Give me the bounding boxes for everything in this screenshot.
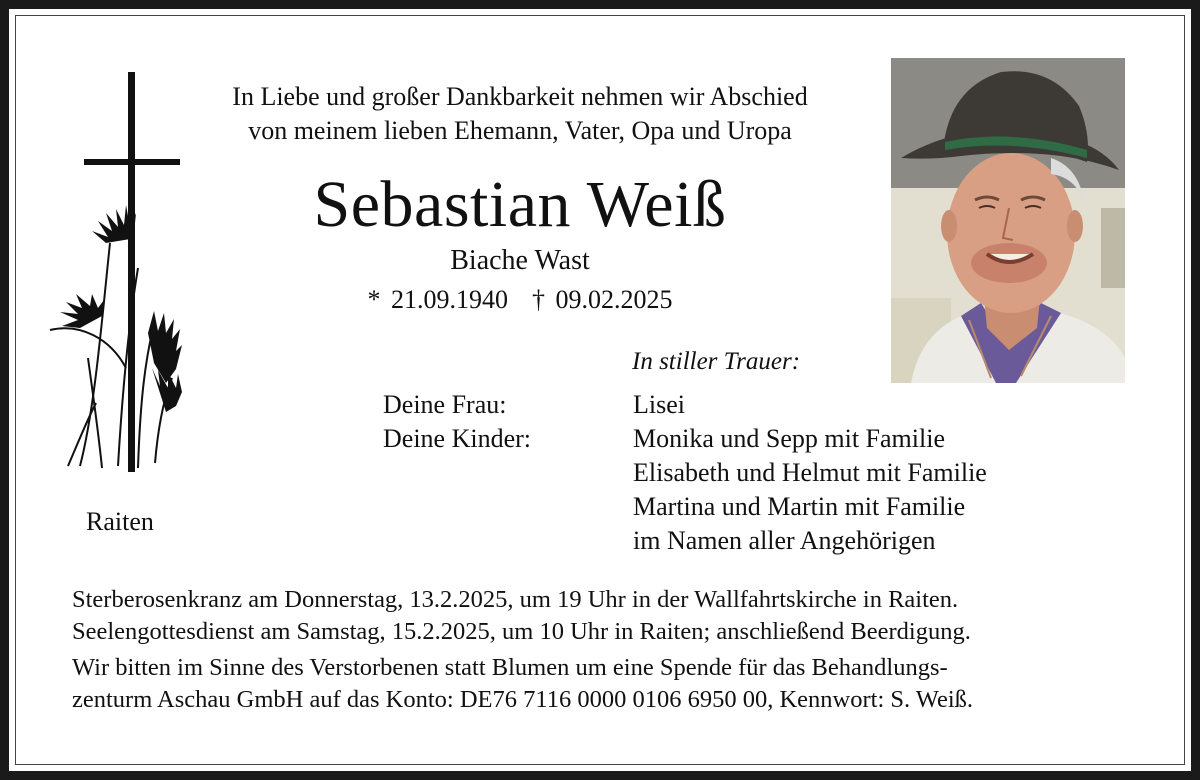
mourner-name: Martina und Martin mit Familie bbox=[633, 492, 966, 521]
intro-line-2: von meinem lieben Ehemann, Vater, Opa und Uropa bbox=[248, 116, 792, 145]
place-name: Raiten bbox=[86, 507, 154, 536]
intro-line-1: In Liebe und großer Dankbarkeit nehmen wir Abschied bbox=[232, 82, 808, 111]
service-line: Sterberosenkranz am Donnerstag, 13.2.2025, um 19 Uhr in der Wallfahrtskirche in Raiten. bbox=[72, 586, 959, 613]
service-line: Seelengottesdienst am Samstag, 15.2.2025, um 10 Uhr in Raiten; anschließend Beerdigung. bbox=[72, 618, 971, 645]
mourning-heading: In stiller Trauer: bbox=[632, 348, 801, 375]
mourner-name: Monika und Sepp mit Familie bbox=[633, 424, 945, 453]
portrait-photo bbox=[891, 58, 1125, 383]
mourner-name: Lisei bbox=[633, 390, 685, 419]
life-dates bbox=[160, 283, 880, 317]
mourner-name: im Namen aller Angehörigen bbox=[633, 526, 936, 555]
birth-date: * 21.09.1940 bbox=[367, 285, 508, 314]
donation-line: Wir bitten im Sinne des Verstorbenen statt Blumen um eine Spende für das Behandlungs- bbox=[72, 654, 948, 681]
mourner-label: Deine Frau: bbox=[383, 390, 507, 419]
mourner-label: Deine Kinder: bbox=[383, 424, 532, 453]
mourner-name: Elisabeth und Helmut mit Familie bbox=[633, 458, 987, 487]
nickname: Biache Wast bbox=[450, 245, 590, 276]
death-date: † 09.02.2025 bbox=[532, 285, 673, 314]
donation-line: zenturm Aschau GmbH auf das Konto: DE76 7116 0000 0106 6950 00, Kennwort: S. Weiß. bbox=[72, 686, 974, 713]
deceased-name: Sebastian Weiß bbox=[313, 168, 727, 241]
